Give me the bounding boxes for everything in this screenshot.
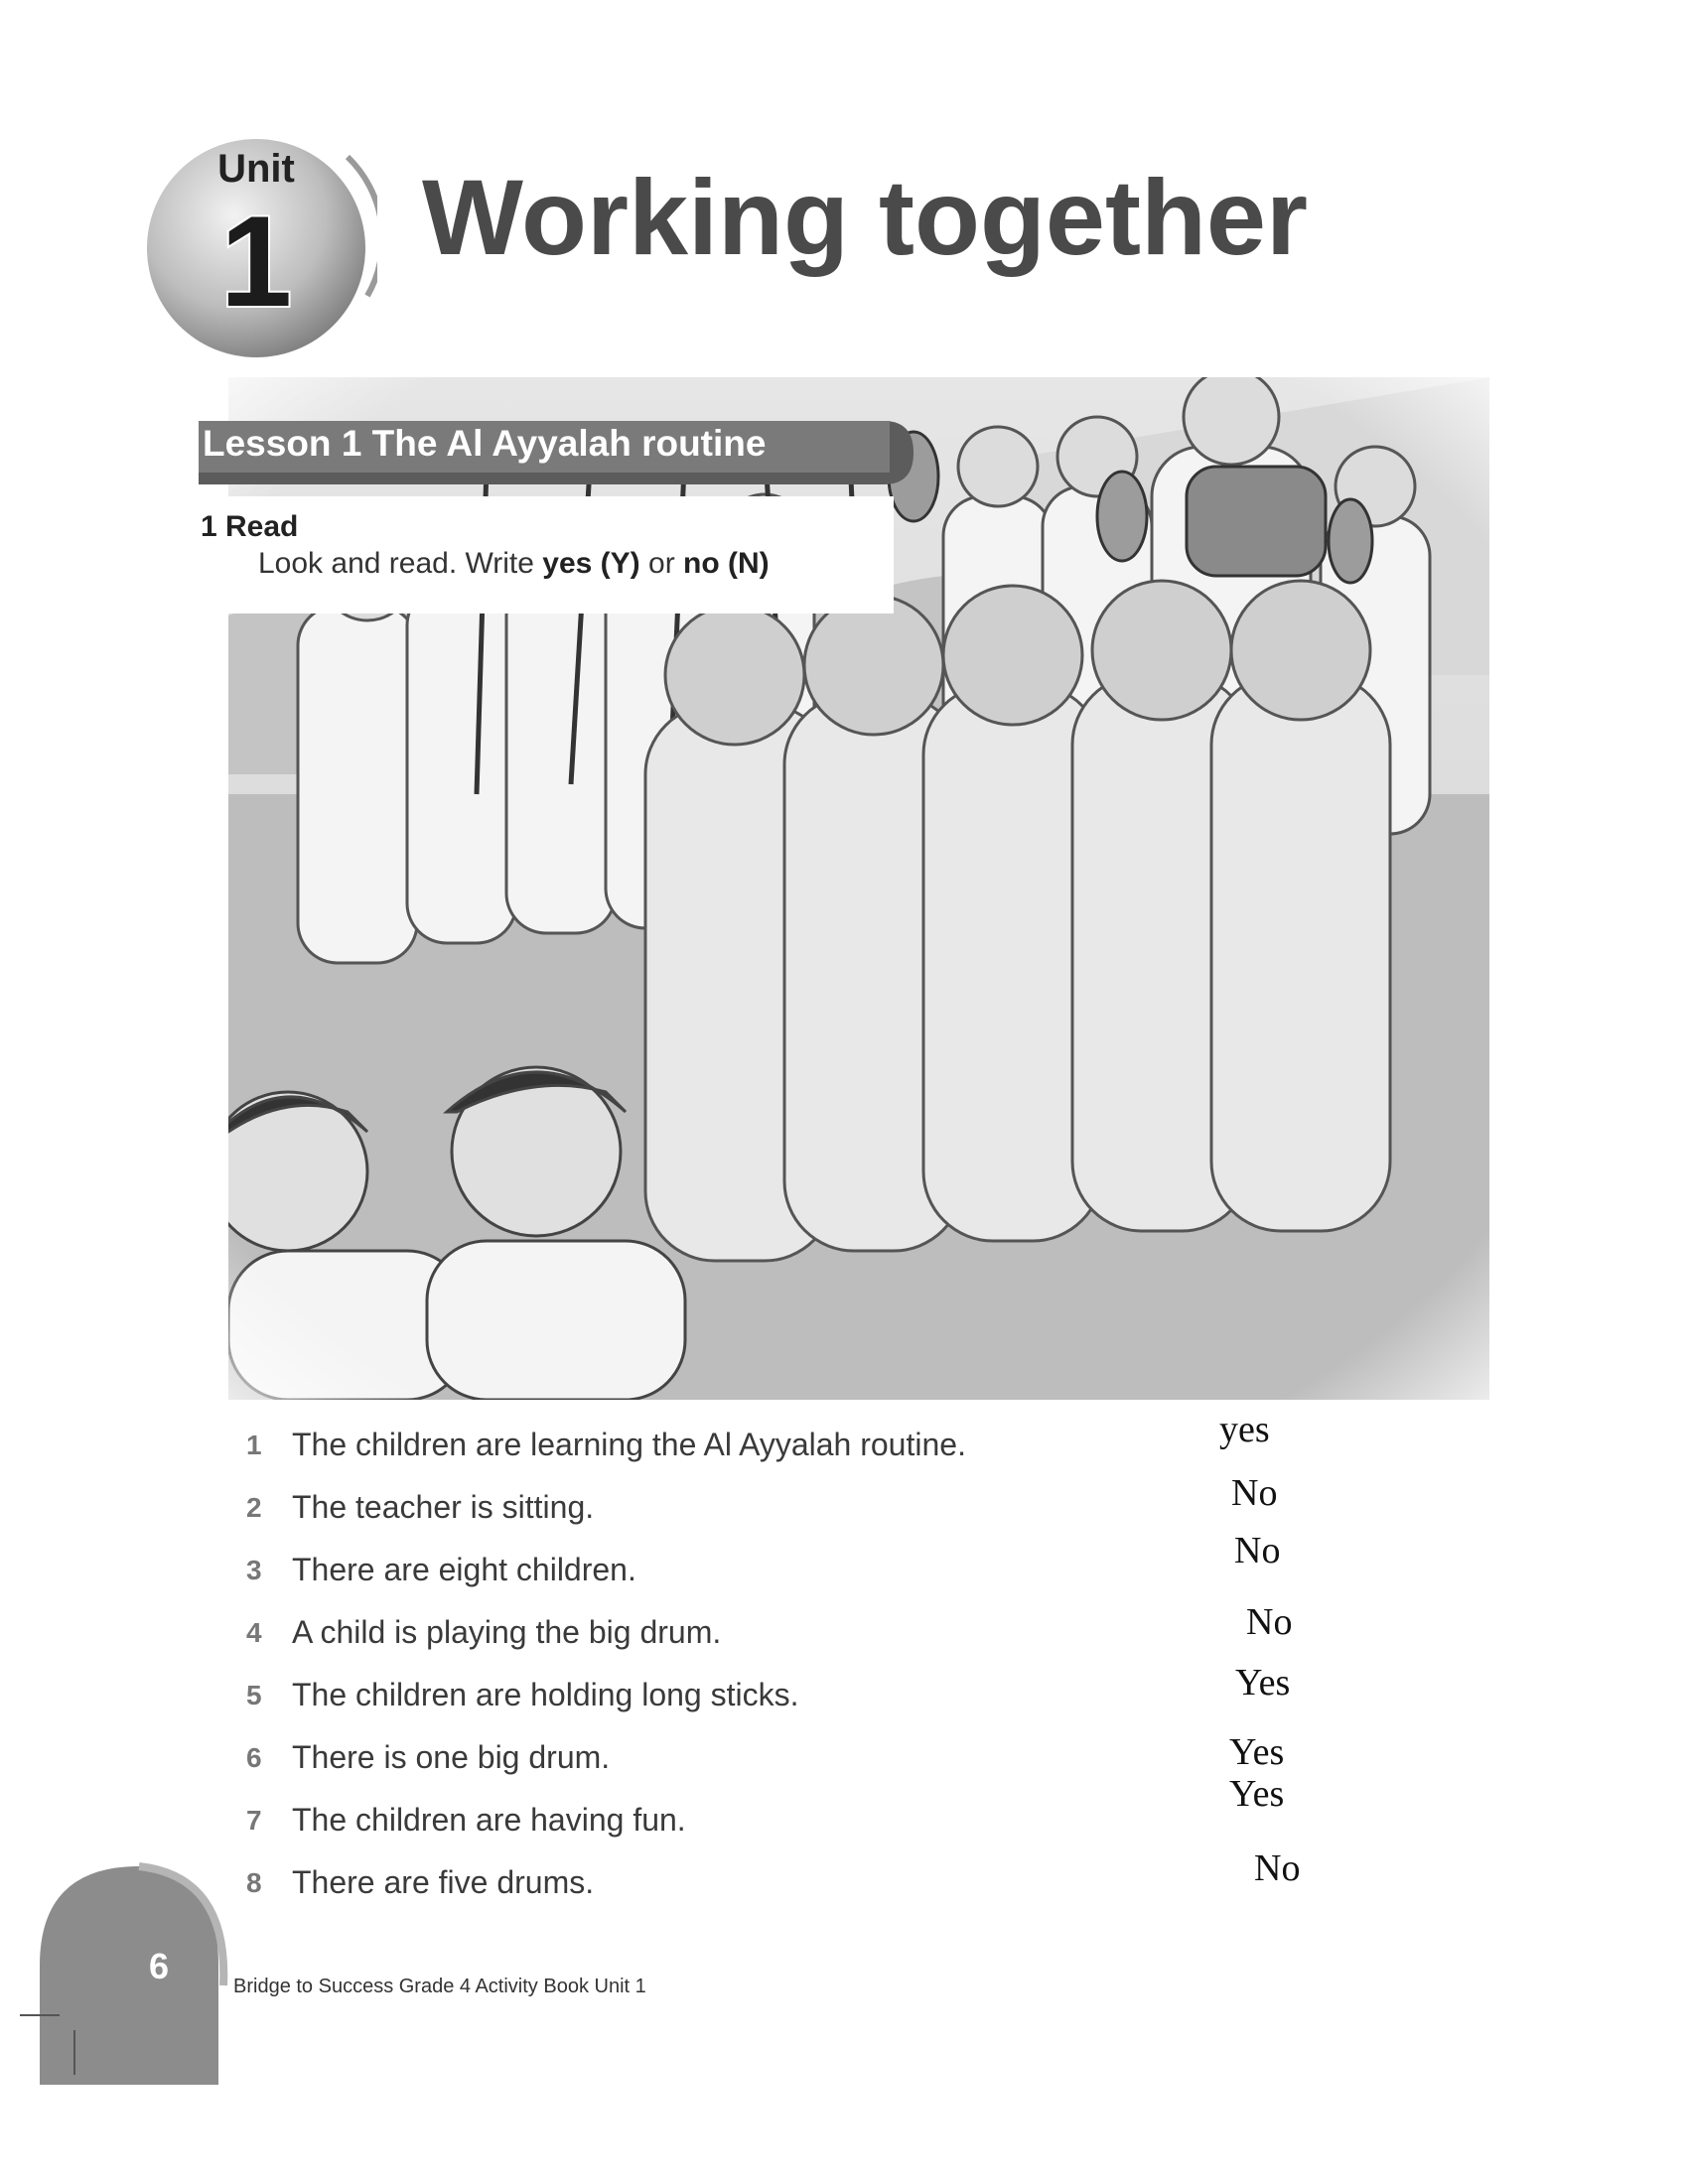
question-text: The children are learning the Al Ayyalah routine. [292,1427,966,1462]
unit-number: 1 [219,189,293,334]
lesson-title: Lesson 1 The Al Ayyalah routine [203,423,767,464]
instruction-yes: yes (Y) [542,547,640,580]
page-number: 6 [149,1946,170,1986]
page-footer: Bridge to Success Grade 4 Activity Book Unit 1 [233,1976,646,1997]
handwritten-answer[interactable]: Yes [1229,1731,1285,1773]
instruction-text [258,547,770,581]
handwritten-answer[interactable]: Yes [1235,1662,1291,1704]
handwritten-answer[interactable]: No [1231,1472,1278,1514]
unit-title: Working together [422,157,1309,277]
question-text: The children are having fun. [292,1802,686,1838]
page-corner-graphic [20,1846,238,2085]
instruction-middle: or [639,547,684,580]
question-text: A child is playing the big drum. [292,1614,722,1650]
section-heading: 1 Read [201,510,299,543]
unit-label: Unit [217,147,295,191]
question-number: 5 [246,1680,262,1710]
handwritten-answer[interactable]: No [1254,1847,1301,1889]
question-number: 6 [246,1742,262,1773]
question-number: 8 [246,1867,262,1898]
question-text: The children are holding long sticks. [292,1677,799,1712]
question-number: 1 [246,1430,262,1460]
question-number: 3 [246,1555,262,1585]
handwritten-answer[interactable]: No [1234,1530,1281,1571]
handwritten-answer[interactable]: No [1246,1601,1293,1643]
question-text: The teacher is sitting. [292,1489,595,1525]
question-text: There are five drums. [292,1864,595,1900]
unit-badge [139,127,377,365]
handwritten-answer[interactable]: yes [1219,1409,1270,1450]
question-text: There is one big drum. [292,1739,611,1775]
question-number: 4 [246,1617,262,1648]
question-number: 7 [246,1805,262,1836]
question-text: There are eight children. [292,1552,636,1587]
handwritten-answer[interactable]: Yes [1229,1773,1285,1815]
question-number: 2 [246,1492,262,1523]
instruction-prefix: Look and read. Write [258,547,543,580]
instruction-no: no (N) [683,547,770,580]
